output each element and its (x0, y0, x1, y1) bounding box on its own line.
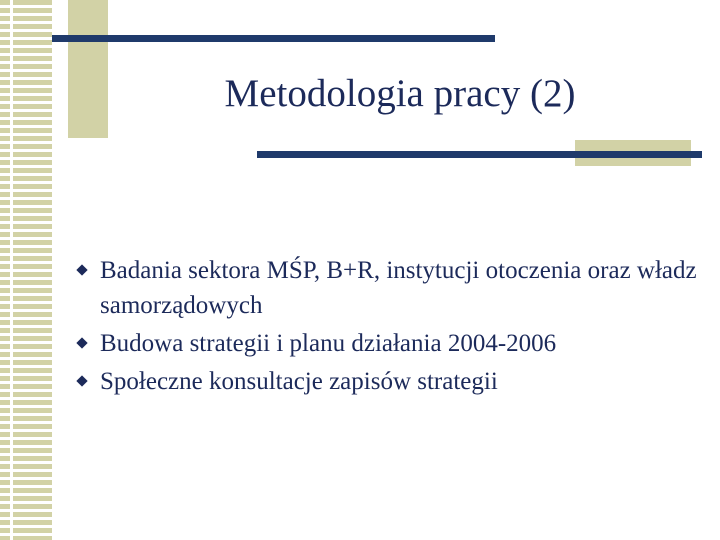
bullet-list (74, 253, 714, 402)
bullet-text: Budowa strategii i planu działania 2004-2006 (100, 330, 557, 357)
diamond-bullet-icon (76, 337, 87, 348)
bullet-text: Społeczne konsultacje zapisów strategii (100, 368, 498, 395)
bullet-item (74, 253, 714, 323)
bullet-item (74, 364, 714, 399)
title-bar-top (52, 35, 495, 42)
bullet-item (74, 326, 714, 361)
left-stripe-decoration (0, 0, 52, 540)
slide-title: Metodologia pracy (2) (224, 72, 576, 115)
bullet-text: Badania sektora MŚP, B+R, instytucji otoczenia oraz władz samorządowych (100, 257, 697, 319)
title-bar-bottom (257, 151, 702, 158)
diamond-bullet-icon (76, 264, 87, 275)
diamond-bullet-icon (76, 375, 87, 386)
olive-block-decoration (68, 0, 108, 138)
